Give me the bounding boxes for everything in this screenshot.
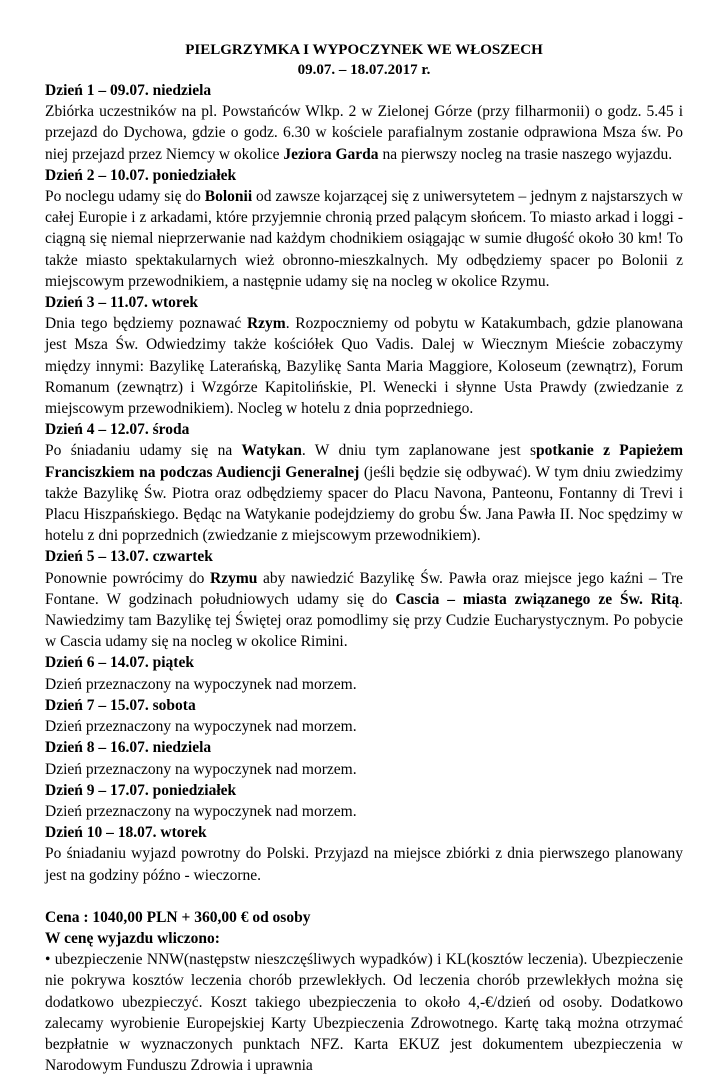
text-run: Po śniadaniu udamy się na [45,442,242,460]
text-run: na pierwszy nocleg na trasie naszego wyjazdu. [378,145,673,163]
day-heading: Dzień 1 – 09.07. niedziela [45,82,212,99]
highlighted-text: Bolonii [204,188,253,206]
text-run: Zbiórka uczestników na pl. Powstańców Wlkp. 2 w Zielonej Górze (przy filharmonii) o godz. 5.45 i przejazd do Dychowa, gdzie o godz. 6.30 w kościele parafialnym zostanie odprawiona Msza św. Po niej przejazd przez Niemcy w okolice [45,103,683,163]
text-run: Dzień przeznaczony na wypoczynek nad morzem. [45,760,357,778]
day-heading: Dzień 4 – 12.07. środa [45,421,190,439]
included-heading: W cenę wyjazdu wliczono: [45,929,220,947]
day-description [45,186,683,292]
text-run: . Nawiedzimy tam Bazylikę tej Świętej oraz pomodlimy się przy Cudzie Eucharystycznym. Po pobycie w Cascia udamy się na nocleg w okolice Rimini. [45,590,683,651]
day-heading: Dzień 6 – 14.07. piątek [45,654,194,672]
document-title: PIELGRZYMKA I WYPOCZYNEK WE WŁOSZECH [185,42,543,58]
day-heading: Dzień 10 – 18.07. wtorek [45,824,207,842]
day-description [45,101,683,165]
itinerary [45,80,683,886]
document-dates: 09.07. – 18.07.2017 r. [297,62,431,78]
text-run: . Rozpoczniemy od pobytu w Katakumbach, gdzie planowana jest Msza Św. Odwiedzimy także kościółek Quo Vadis. Dalej w Wiecznym Mieście zobaczymy między innymi: Bazylikę Laterańską, Bazylikę Santa Maria Maggiore, Koloseum (zewnątrz), Forum Romanum (zewnątrz) i Wzgórze Kapitolińskie, Pl. Wenecki i słynne Usta Prawdy (zwiedzanie z miejscowym przewodnikiem). Nocleg w hotelu z dnia poprzedniego. [45,315,684,418]
day-heading: Dzień 3 – 11.07. wtorek [45,294,198,312]
day-description [45,568,683,653]
text-run: Ponownie powrócimy do [45,569,211,587]
day-heading: Dzień 7 – 15.07. sobota [45,696,196,714]
highlighted-text: Jeziora Garda [283,145,379,163]
price-line: Cena : 1040,00 PLN + 360,00 € od osoby [45,908,311,926]
highlighted-text: Rzymu [210,569,258,587]
text-run: aby nawiedzić Bazylikę Św. Pawła oraz miejsce jego kaźni – Tre Fontane. W godzinach południowych udamy się do [45,569,683,608]
document-page [45,40,683,1076]
day-heading: Dzień 8 – 16.07. niedziela [45,739,212,757]
day-description [45,674,683,695]
section-spacer [45,886,683,907]
day-description [45,716,683,737]
day-description [45,801,683,822]
day-description [45,440,683,546]
day-description [45,759,683,780]
insurance-paragraph: • ubezpieczenie NNW(następstw nieszczęśliwych wypadków) i KL(kosztów leczenia). Ubezpieczenie nie pokrywa kosztów leczenia chorób przewlekłych. Od leczenia chorób przewlekłych można się dodatkowo ubezpieczyć. Koszt takiego ubezpieczenia to około 4,-€/dzień od osoby. Dodatkowo zalecamy wyrobienie Europejskiej Karty Ubezpieczenia Zdrowotnego. Kartę taką można otrzymać bezpłatnie w wyznaczonych punktach NFZ. Karta EKUZ jest dokumentem ubezpieczenia w Narodowym Funduszu Zdrowia i uprawnia [45,951,683,1075]
day-description [45,843,683,885]
day-heading: Dzień 2 – 10.07. poniedziałek [45,166,237,184]
day-heading: Dzień 9 – 17.07. poniedziałek [45,781,237,799]
text-run: od zawsze kojarzącej się z uniwersytetem – jednym z najstarszych w całej Europie i z arkadami, które przyjemnie chronią przed palącym słońcem. To miasto arkad i loggi - ciągną się niemal nieprzerwanie nad każdym chodnikiem osiągając w sumie długość około 30 km! To także miasto spektakularnych wież obronno-mieszkalnych. My odbędziemy spacer po Bolonii z miejscowym przewodnikiem, a następnie udamy się na nocleg w okolice Rzymu. [45,188,683,290]
text-run: Dzień przeznaczony na wypoczynek nad morzem. [45,802,357,820]
text-run: (jeśli będzie się odbywać). W tym dniu zwiedzimy także Bazylikę Św. Piotra oraz odbędziemy spacer do Placu Navona, Panteonu, Fontanny di Trevi i Placu Hiszpańskiego. Będąc na Watykanie podejdziemy do grobu Św. Jana Pawła II. Noc spędzimy w hotelu z dni poprzednich (zwiedzanie z miejscowym przewodnikiem). [45,463,684,545]
day-heading: Dzień 5 – 13.07. czwartek [45,548,213,566]
day-description [45,313,683,419]
highlighted-text: Watykan [241,442,302,460]
highlighted-text: Rzym [246,315,286,333]
highlighted-text: Cascia – miasta związanego ze Św. Ritą [395,590,680,608]
text-run: Dnia tego będziemy poznawać [45,315,247,333]
text-run: Po noclegu udamy się do [45,188,205,206]
highlighted-text: potkanie z Papieżem Franciszkiem na podczas Audiencji Generalnej [45,442,683,481]
text-run: Dzień przeznaczony na wypoczynek nad morzem. [45,675,357,693]
text-run: Po śniadaniu wyjazd powrotny do Polski. Przyjazd na miejsce zbiórki z dnia pierwszego planowany jest na godziny późno - wieczorne. [45,845,683,884]
text-run: . W dniu tym zaplanowane jest s [301,442,537,460]
text-run: Dzień przeznaczony na wypoczynek nad morzem. [45,718,357,736]
